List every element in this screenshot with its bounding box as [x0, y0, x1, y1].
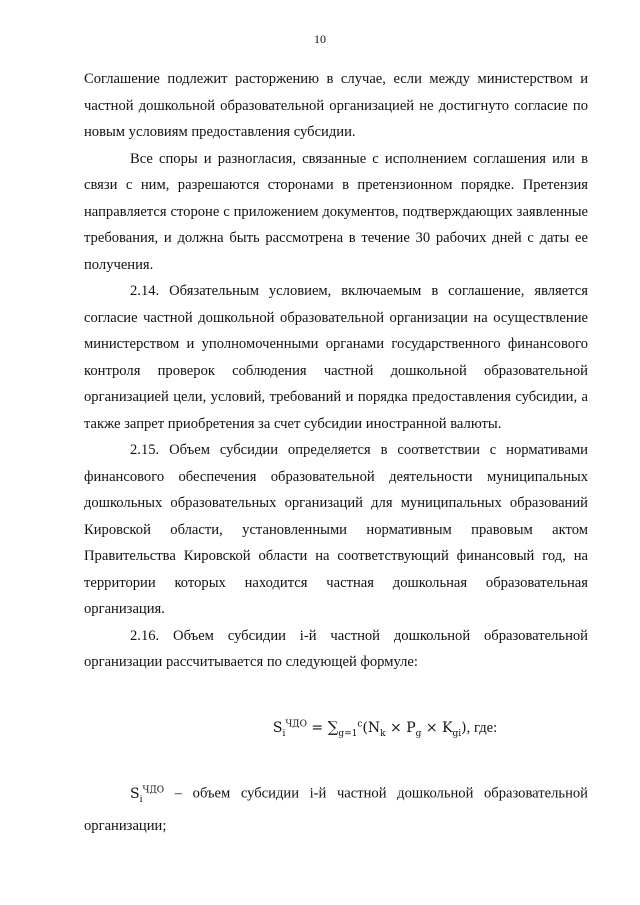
definition-symbol — [130, 785, 165, 805]
formula-equals: = — [306, 720, 328, 736]
definition-text: – объем субсидии i-й частной дошкольной образовательной организации; — [84, 785, 588, 834]
paragraph-2-15: 2.15. Объем субсидии определяется в соответствии с нормативами финансового обеспечения образовательной деятельности муниципальных дошкольных образовательных организаций для муниципальных образований Кировской области, установленными нормативным правовым актом Правительства Кировской области на соответствующий финансовый год, на территории которых находится частная дошкольная образовательная организация. — [84, 442, 588, 617]
definition-symbol-sup: ЧДО — [142, 785, 165, 795]
formula-lhs-sup: ЧДО — [285, 719, 307, 730]
formula-block — [0, 718, 640, 739]
paragraph-disputes: Все споры и разногласия, связанные с исполнением соглашения или в связи с ним, разрешаются сторонами в претензионном порядке. Претензия направляется стороне с приложением документов, подтверждающих заявленные требования, и должна быть рассмотрена в течение 30 рабочих дней с даты ее получения. — [84, 150, 588, 273]
definition-block — [84, 777, 588, 839]
page-number: 10 — [314, 32, 326, 46]
formula-body-close: ) — [461, 720, 467, 736]
paragraph-2-14: 2.14. Обязательным условием, включаемым в соглашение, является согласие частной дошкольной образовательной организации на осуществление министерством и уполномоченными органами государственного финансового контроля проверок соблюдения частной дошкольной образовательной организацией цели, условий, требований и порядка предоставления субсидии, а также запрет приобретения за счет субсидии иностранной валюты. — [84, 283, 588, 432]
paragraph-2-16: 2.16. Объем субсидии i-й частной дошкольной образовательной организации рассчитывается по следующей формуле: — [84, 627, 588, 670]
definition-symbol-base: S — [130, 785, 140, 802]
definition-paragraph — [84, 777, 588, 839]
formula-n-sub: k — [380, 728, 386, 739]
formula-body-open: (N — [362, 720, 381, 736]
formula-times-p: × P — [385, 720, 416, 736]
formula-p-sub: g — [415, 728, 422, 739]
definition-symbol-sub: i — [139, 794, 143, 805]
formula-sum-symbol: ∑ — [327, 718, 339, 736]
formula-times-k: × K — [421, 720, 453, 736]
formula-tail: , где: — [466, 720, 498, 736]
formula-lhs-sub: i — [282, 728, 286, 739]
document-body — [84, 66, 588, 676]
formula-sum-sup: c — [357, 719, 363, 730]
formula-sum-sub: g=1 — [338, 728, 358, 739]
subsidy-formula — [273, 718, 497, 739]
formula-k-sub: gi — [452, 728, 462, 739]
paragraph-termination: Соглашение подлежит расторжению в случае, если между министерством и частной дошкольной образовательной организацией не достигнуто согласие по новым условиям предоставления субсидии. — [84, 71, 588, 140]
formula-lhs-base: S — [272, 720, 283, 736]
